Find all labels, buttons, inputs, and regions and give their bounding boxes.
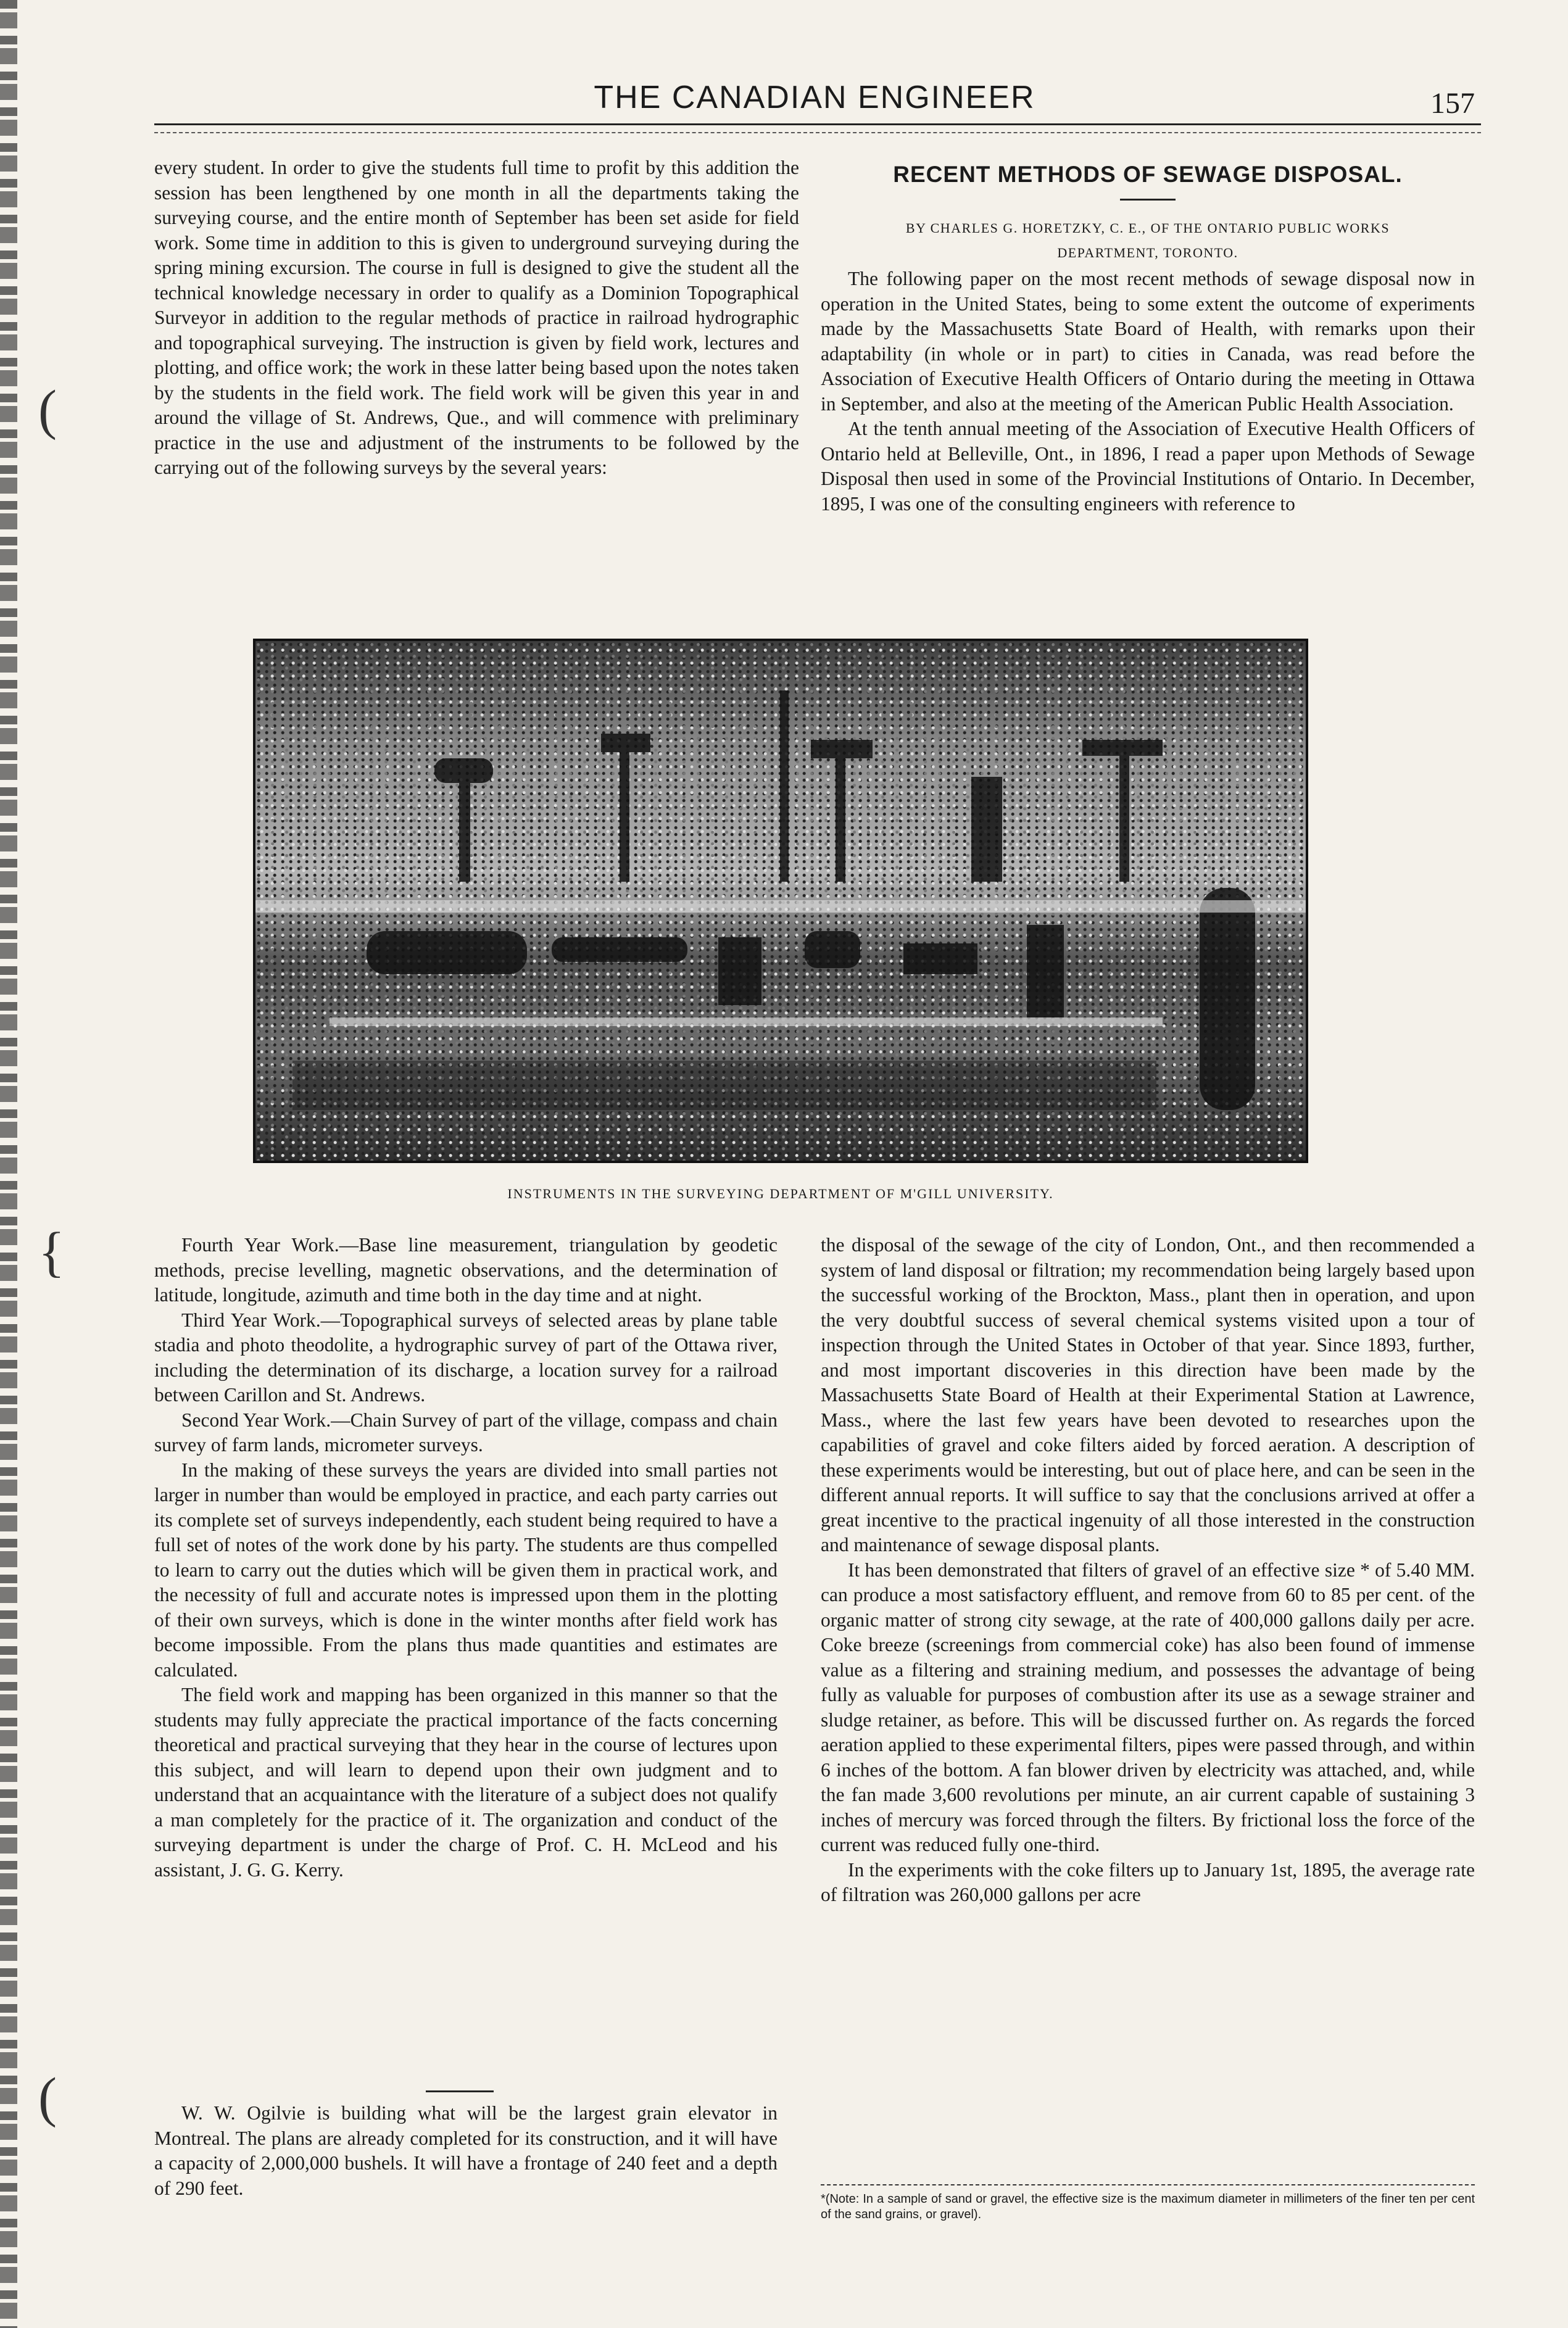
byline-line: DEPARTMENT, TORONTO. [1057, 245, 1238, 260]
right-column-top [821, 267, 1475, 516]
page-binding-edge [0, 0, 17, 2328]
journal-title: THE CANADIAN ENGINEER [594, 80, 1035, 115]
paragraph: The following paper on the most recent methods of sewage disposal now in operation in the United States, being to some extent the outcome of experiments made by the Massachusetts State Board of Health, with remarks upon their adaptability (in whole or in part) to cities in Canada, was read before the Association of Executive Health Officers of Ontario during the meeting in Ottawa in September, and also at the meeting of the American Public Health Association. [821, 268, 1475, 415]
left-column-bottom [154, 1233, 778, 1883]
paragraph: The field work and mapping has been organized in this manner so that the students may fully appreciate the practical importance of the facts concerning theoretical and practical surveying that they hear in the course of lectures upon this subject, and will learn to depend upon their own judgment and to understand that an acquaintance with the literature of a subject does not qualify a man completely for the practice of it. The organization and conduct of the surveying department is under the charge of Prof. C. H. McLeod and his assistant, J. G. G. Kerry. [154, 1684, 778, 1881]
paragraph: W. W. Ogilvie is building what will be the largest grain elevator in Montreal. The plans are already completed for its construction, and it will have a capacity of 2,000,000 bushels. It will have a frontage of 240 feet and a depth of 290 feet. [154, 2102, 778, 2199]
article-title: RECENT METHODS OF SEWAGE DISPOSAL. [893, 162, 1403, 187]
byline-line: BY CHARLES G. HORETZKY, C. E., OF THE ONTARIO PUBLIC WORKS [905, 220, 1390, 236]
right-column-bottom [821, 1233, 1475, 1908]
margin-mark: { [38, 1222, 65, 1283]
paragraph: At the tenth annual meeting of the Association of Executive Health Officers of Ontario held at Belleville, Ont., in 1896, I read a paper upon Methods of Sewage Disposal then used in some of the Provincial Institutions of Ontario. In December, 1895, I was one of the consulting engineers with reference to [821, 418, 1475, 515]
paragraph: every student. In order to give the students full time to profit by this addition the session has been lengthened by one month in all the departments taking the surveying course, and the entire month of September has been set aside for field work. Some time in addition to this is given to underground surveying during the spring mining excursion. The course in full is designed to give the student all the technical knowledge necessary in order to qualify as a Dominion Topographical Surveyor in addition to the regular methods of practice in railroad hydrographic and topographical surveying. The instruction is given by field work, lectures and plotting, and office work; the work in these latter being based upon the notes taken by the students in the field work. The field work will be given this year in and around the village of St. Andrews, Que., and will commence with preliminary practice in the use and adjustment of the instruments to be followed by the carrying out of the following surveys by the several years: [154, 157, 799, 478]
header-rule [154, 123, 1481, 125]
instruments-photograph [253, 639, 1308, 1163]
page-number: 157 [1430, 87, 1475, 120]
footnote-rule [821, 2184, 1475, 2185]
margin-mark: ( [38, 2067, 57, 2128]
paragraph: In the experiments with the coke filters up to January 1st, 1895, the average rate of filtration was 260,000 gallons per acre [821, 1858, 1475, 1905]
paragraph: Second Year Work.—Chain Survey of part of the village, compass and chain survey of farm lands, micrometer surveys. [154, 1409, 778, 1456]
margin-mark: ( [38, 379, 57, 441]
article-byline [821, 216, 1475, 265]
photo-caption: INSTRUMENTS IN THE SURVEYING DEPARTMENT OF M'GILL UNIVERSITY. [507, 1186, 1054, 1201]
photo-halftone [255, 641, 1306, 1161]
paragraph: Third Year Work.—Topographical surveys of selected areas by plane table stadia and photo theodolite, a hydrographic survey of part of the Ottawa river, including the determination of its discharge, a location survey for a railroad between Carillon and St. Andrews. [154, 1309, 778, 1406]
header-rule [154, 132, 1481, 133]
paragraph: In the making of these surveys the years are divided into small parties not larger in number than would be employed in practice, and each party carries out its complete set of surveys independently, each student being required to have a full set of notes of the work done by his party. The students are thus compelled to learn to carry out the duties which will be given them in practical work, and the necessity of full and accurate notes is impressed upon them in the plotting of their own surveys, which is done in the winter months after field work has become impossible. From the plans thus made quantities and estimates are calculated. [154, 1459, 778, 1681]
paragraph: Fourth Year Work.—Base line measurement, triangulation by geodetic methods, precise levelling, magnetic observations, and the determination of latitude, longitude, azimuth and time both in the day time and at night. [154, 1234, 778, 1306]
paragraph: It has been demonstrated that filters of gravel of an effective size * of 5.40 MM. can produce a most satisfactory effluent, and remove from 60 to 85 per cent. of the organic matter of strong city sewage, at the rate of 400,000 gallons daily per acre. Coke breeze (screenings from commercial coke) has also been found of immense value as a filtering and straining medium, and possesses the advantage of being fully as valuable for purposes of combustion after its use as a sewage strainer and sludge retainer, as before. This will be discussed further on. As regards the forced aeration applied to these experimental filters, pipes were passed through, and within 6 inches of the bottom. A fan blower driven by electricity was attached, and, while the fan made 3,600 revolutions per minute, an air current capable of sustaining 3 inches of mercury was forced through the filters. By frictional loss the force of the current was reduced fully one-third. [821, 1559, 1475, 1855]
paragraph: the disposal of the sewage of the city of London, Ont., and then recommended a system of land disposal or filtration; my recommendation being largely based upon the successful working of the Brockton, Mass., plant then in operation, and upon the very doubtful success of several chemical systems visited upon a tour of inspection through the United States in October of that year. Since 1893, further, and most important discoveries in this direction have been made by the Massachusetts State Board of Health at their Experimental Station at Lawrence, Mass., where the last few years have been devoted to researches upon the capabilities of gravel and coke filters aided by forced aeration. A description of these experiments would be interesting, but out of place here, and can be seen in the different annual reports. It will suffice to say that the conclusions arrived at offer a great incentive to the practical ingenuity of all those interested in the construction and maintenance of sewage disposal plants. [821, 1234, 1475, 1555]
footnote: *(Note: In a sample of sand or gravel, the effective size is the maximum diameter in millimeters of the finer ten per cent of the sand grains, or gravel). [821, 2192, 1475, 2221]
left-column-news [154, 2101, 778, 2201]
title-rule [1120, 199, 1176, 201]
left-column-top [154, 155, 799, 481]
section-separator [426, 2090, 494, 2092]
